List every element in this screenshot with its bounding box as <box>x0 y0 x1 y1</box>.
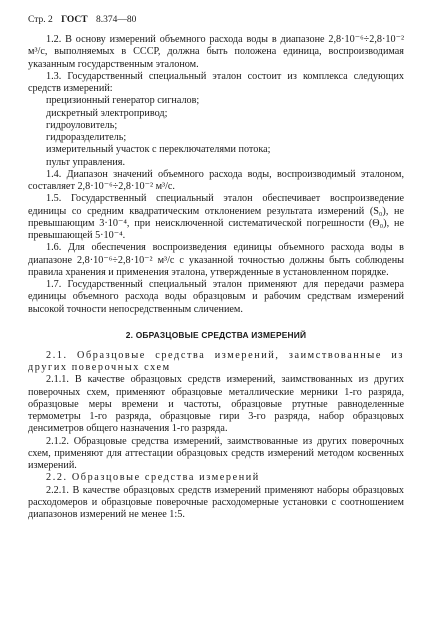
paragraph-1-3: 1.3. Государственный специальный эталон состоит из комплекса следующих средств измерений: <box>28 70 404 94</box>
paragraph-2-1-1: 2.1.1. В качестве образцовых средств измерений, заимствованных из других поверочных схем, применяют образцовые металлические мерники 1-го разряда, образцовые меры времени и частоты, образцовые ртутные равноделенные термометры 1-го разряда, образцовые гири 3-го разряда, набор образцовых денсиметров общего назначения 1-го разряда. <box>28 374 404 435</box>
paragraph-1-6: 1.6. Для обеспечения воспроизведения единицы объемного расхода воды в диапазоне 2,8·10⁻⁶÷2,8·10⁻² м³/с с указанной точностью должны быть соблюдены правила хранения и применения эталона, утвержденные в установленном порядке. <box>28 242 404 278</box>
list-item: прецизионный генератор сигналов; <box>46 95 200 107</box>
paragraph-2-1-2: 2.1.2. Образцовые средства измерений, заимствованные из других поверочных схем, применяют для аттестации образцовых средств измерений методом косвенных измерений. <box>28 435 404 471</box>
page-number: Стр. 2 <box>28 15 53 25</box>
standard-number: 8.374—80 <box>96 15 137 25</box>
paragraph-1-7: 1.7. Государственный специальный эталон применяют для передачи размера единицы объемного расхода воды образцовым и рабочим средствам измерений высокой точности непосредственным сличением. <box>28 279 404 315</box>
list-item: пульт управления. <box>46 156 126 168</box>
paragraph-1-5: 1.5. Государственный специальный эталон обеспечивает воспроизведение единицы со средним квадратическим отклонением результата измерений (S₀), не превышающим 3·10⁻⁴, при неисключенной систематической погрешности (Θ₀), не превышающей 5·10⁻⁴. <box>28 193 404 241</box>
paragraph-2-2: 2.2. Образцовые средства измерений <box>46 472 260 484</box>
page-header <box>28 14 404 28</box>
list-item: гидроуловитель; <box>46 119 118 131</box>
list-item: дискретный электропривод; <box>46 107 168 119</box>
document-page <box>28 14 404 521</box>
paragraph-2-1: 2.1. Образцовые средства измерений, заимствованные из других поверочных схем <box>28 349 404 373</box>
section-title: 2. ОБРАЗЦОВЫЕ СРЕДСТВА ИЗМЕРЕНИЙ <box>125 329 307 340</box>
document-body <box>28 34 404 521</box>
list-item: измерительный участок с переключателями потока; <box>46 144 271 156</box>
paragraph-1-4: 1.4. Диапазон значений объемного расхода воды, воспроизводимый эталоном, составляет 2,8·10⁻⁶÷2,8·10⁻² м³/с. <box>28 168 404 192</box>
list-item: гидроразделитель; <box>46 132 127 143</box>
gost-label: ГОСТ <box>61 15 88 25</box>
paragraph-2-2-1: 2.2.1. В качестве образцовых средств измерений применяют наборы образцовых расходомеров и образцовые поверочные расходомерные установки с соотношением диапазонов измерений не менее 1:5. <box>28 484 404 520</box>
paragraph-1-2: 1.2. В основу измерений объемного расхода воды в диапазоне 2,8·10⁻⁶÷2,8·10⁻² м³/с, выполняемых в СССР, должна быть положена единица, воспроизводимая указанным государственным эталоном. <box>28 34 404 70</box>
